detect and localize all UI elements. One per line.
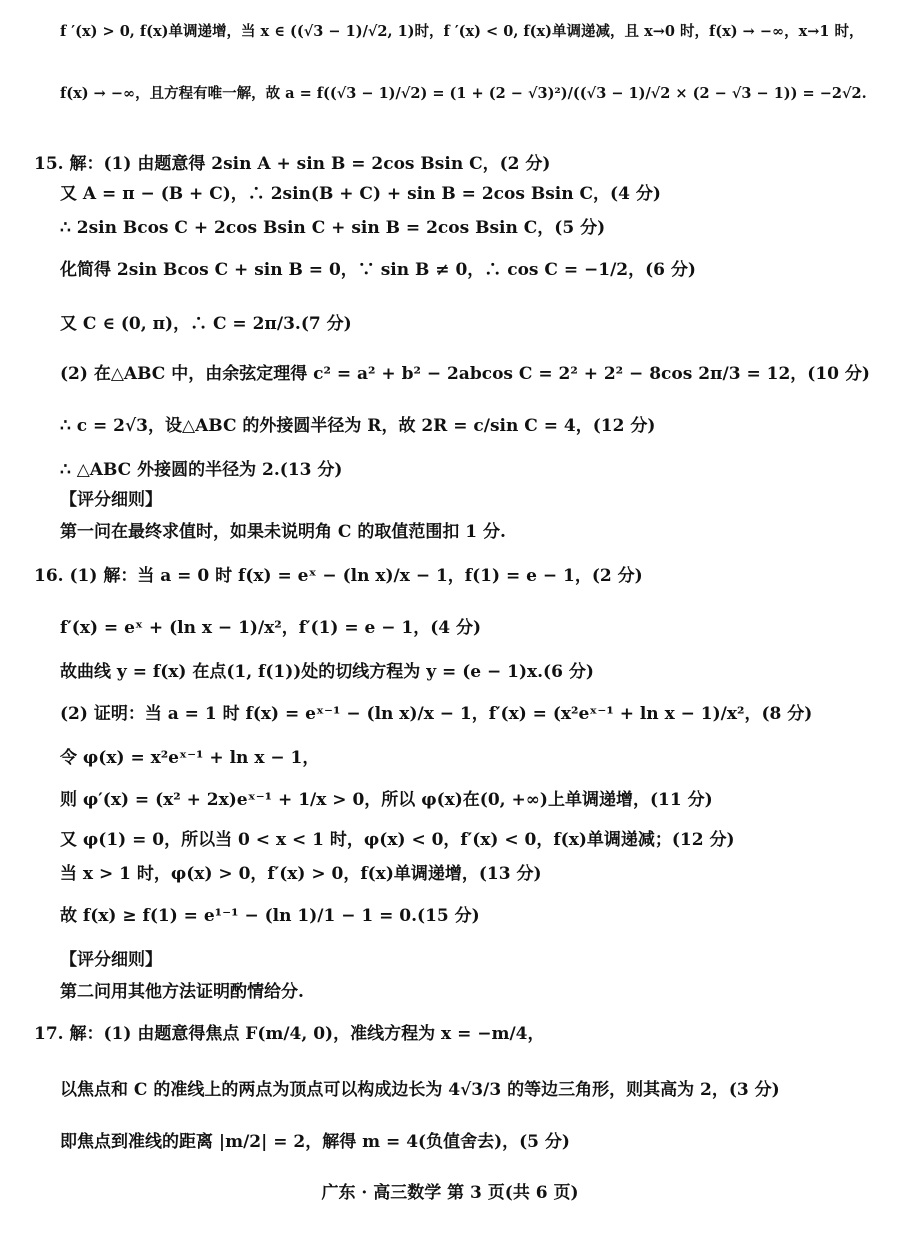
text-line: 第一问在最终求值时，如果未说明角 C 的取值范围扣 1 分. — [60, 522, 506, 542]
text-line: 又 C ∈ (0, π)，∴ C = 2π/3.(7 分) — [60, 314, 352, 334]
text-line: f′(x) = eˣ + (ln x − 1)/x²，f′(1) = e − 1，(4 分) — [60, 618, 482, 638]
text-line: 又 A = π − (B + C)，∴ 2sin(B + C) + sin B = 2cos Bsin C，(4 分) — [60, 184, 661, 204]
text-line: 故 f(x) ≥ f(1) = e¹⁻¹ − (ln 1)/1 − 1 = 0.(15 分) — [60, 906, 480, 926]
text-line: 化简得 2sin Bcos C + sin B = 0，∵ sin B ≠ 0，∴ cos C = −1/2，(6 分) — [60, 260, 696, 280]
text-line: 即焦点到准线的距离 |m/2| = 2，解得 m = 4(负值舍去)，(5 分) — [60, 1132, 570, 1152]
text-line: ∴ c = 2√3，设△ABC 的外接圆半径为 R，故 2R = c/sin C = 4，(12 分) — [60, 416, 656, 436]
text-line: 第二问用其他方法证明酌情给分. — [60, 982, 304, 1002]
text-line: f(x) → −∞，且方程有唯一解，故 a = f((√3 − 1)/√2) = (1 + (2 − √3)²)/((√3 − 1)/√2 × (2 − √3 − 1)) = −2√2. — [60, 85, 867, 102]
text-line: ∴ △ABC 外接圆的半径为 2.(13 分) — [60, 460, 343, 480]
text-line: 故曲线 y = f(x) 在点(1, f(1))处的切线方程为 y = (e − 1)x.(6 分) — [60, 662, 594, 682]
grading-rules-heading: 【评分细则】 — [60, 950, 162, 970]
problem-16-heading: 16. (1) 解：当 a = 0 时 f(x) = eˣ − (ln x)/x − 1，f(1) = e − 1，(2 分) — [34, 566, 643, 586]
problem-15-heading: 15. 解：(1) 由题意得 2sin A + sin B = 2cos Bsin C，(2 分) — [34, 154, 551, 174]
problem-17-heading: 17. 解：(1) 由题意得焦点 F(m/4, 0)，准线方程为 x = −m/4， — [34, 1024, 545, 1044]
grading-rules-heading: 【评分细则】 — [60, 490, 162, 510]
text-line: 则 φ′(x) = (x² + 2x)eˣ⁻¹ + 1/x > 0，所以 φ(x)在(0, +∞)上单调递增，(11 分) — [60, 790, 713, 810]
text-line: 令 φ(x) = x²eˣ⁻¹ + ln x − 1， — [60, 748, 320, 768]
text-line: (2) 在△ABC 中，由余弦定理得 c² = a² + b² − 2abcos C = 2² + 2² − 8cos 2π/3 = 12，(10 分) — [60, 364, 870, 384]
text-line: 当 x > 1 时，φ(x) > 0，f′(x) > 0，f(x)单调递增，(13 分) — [60, 864, 542, 884]
text-line: 以焦点和 C 的准线上的两点为顶点可以构成边长为 4√3/3 的等边三角形，则其高为 2，(3 分) — [60, 1080, 780, 1100]
text-line: ∴ 2sin Bcos C + 2cos Bsin C + sin B = 2cos Bsin C，(5 分) — [60, 218, 606, 238]
text-line: f ′(x) > 0, f(x)单调递增，当 x ∈ ((√3 − 1)/√2, 1)时，f ′(x) < 0, f(x)单调递减，且 x→0 时，f(x) → −∞，x→1 时， — [60, 23, 864, 40]
page-footer: 广东 · 高三数学 第 3 页(共 6 页) — [321, 1183, 579, 1203]
text-line: (2) 证明：当 a = 1 时 f(x) = eˣ⁻¹ − (ln x)/x − 1，f′(x) = (x²eˣ⁻¹ + ln x − 1)/x²，(8 分) — [60, 704, 813, 724]
text-line: 又 φ(1) = 0，所以当 0 < x < 1 时，φ(x) < 0，f′(x) < 0，f(x)单调递减；(12 分) — [60, 830, 735, 850]
